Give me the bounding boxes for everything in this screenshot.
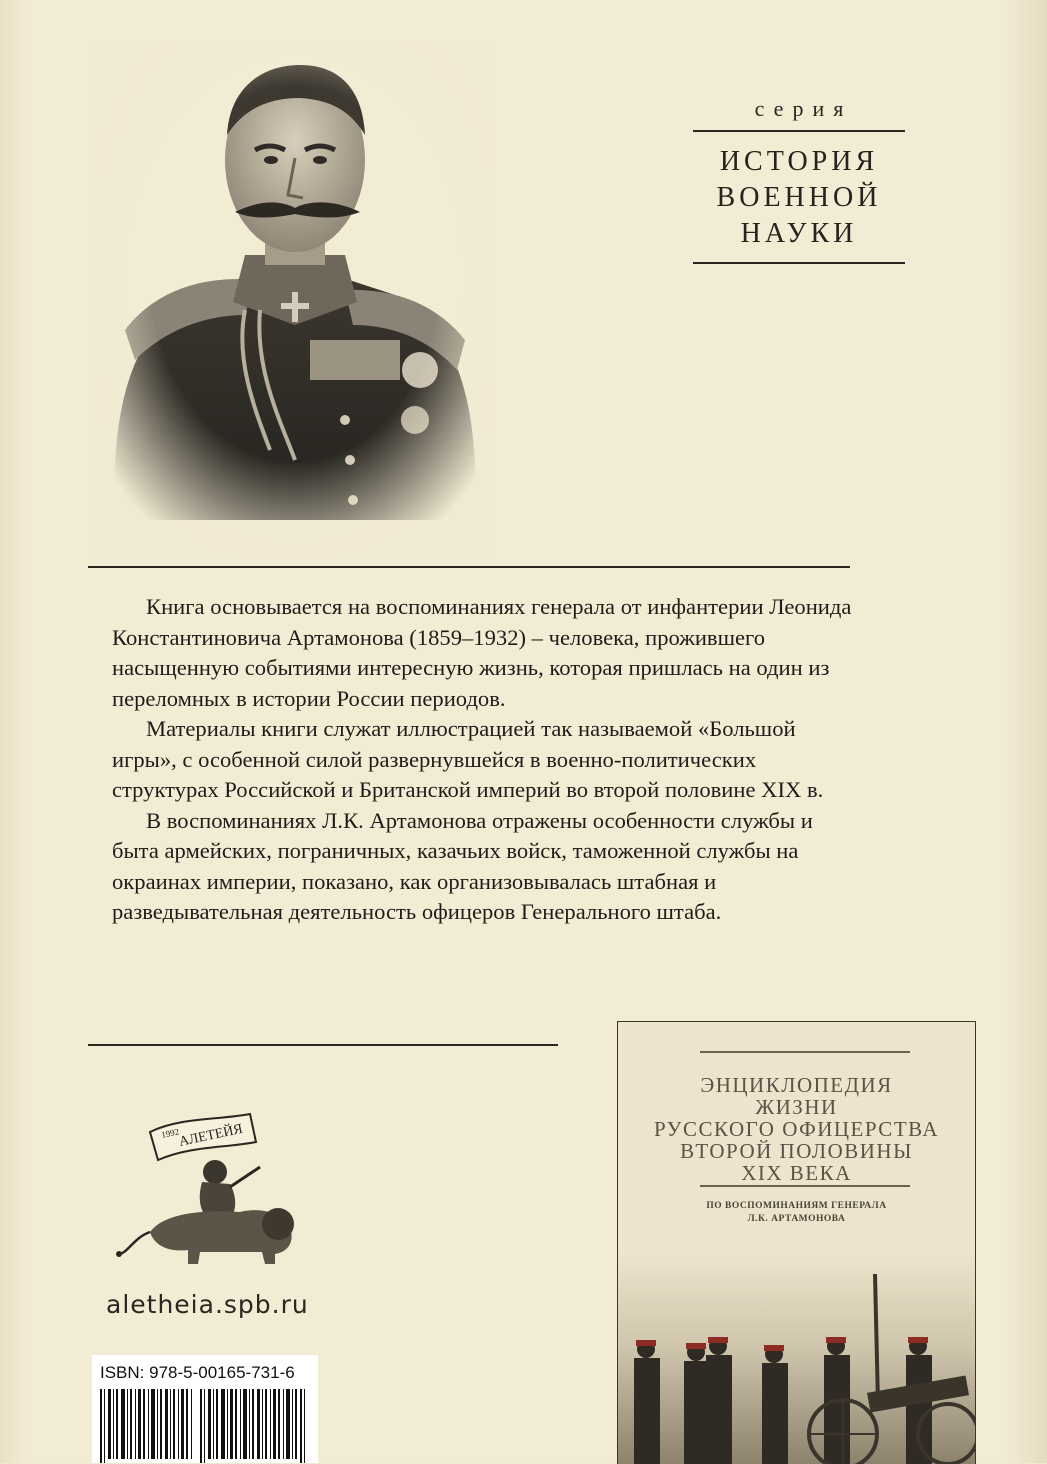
series-label: серия xyxy=(754,96,853,121)
publisher-logo xyxy=(110,1112,310,1272)
front-cover-thumbnail xyxy=(617,1021,976,1464)
soldiers-photo xyxy=(618,1254,975,1464)
thumbnail-title-line: XIX ВЕКА xyxy=(741,1161,852,1185)
thumbnail-title-line: РУССКОГО ОФИЦЕРСТВА xyxy=(653,1117,939,1141)
logo-name: АЛЕТЕЙЯ xyxy=(177,1121,245,1150)
general-portrait xyxy=(95,40,495,560)
series-title-line: ВОЕННОЙ xyxy=(716,182,882,213)
isbn-label: ISBN: 978-5-00165-731-6 xyxy=(100,1363,295,1382)
thumbnail-title-line: ЖИЗНИ xyxy=(755,1095,838,1119)
series-rule-bottom xyxy=(693,262,905,264)
thumbnail-subtitle xyxy=(618,1200,975,1226)
abstract-paragraph: Материалы книги служат иллюстрацией так называемой «Большой игры», с особенной силой развернувшейся в военно-политических структурах Российской и Британской империй во второй половине XIX в. xyxy=(112,716,824,802)
book-abstract xyxy=(112,592,852,928)
isbn-barcode xyxy=(92,1355,318,1463)
publisher-website[interactable]: aletheia.spb.ru xyxy=(106,1290,309,1319)
series-block xyxy=(693,96,905,264)
thumbnail-subtitle-line: Л.К. АРТАМОНОВА xyxy=(747,1214,846,1224)
series-title-line: ИСТОРИЯ xyxy=(719,146,879,177)
divider-bottom xyxy=(88,1044,558,1046)
barcode-bars xyxy=(100,1389,310,1463)
thumbnail-rule-top xyxy=(700,1051,910,1053)
divider-top xyxy=(88,566,850,568)
thumbnail-subtitle-line: ПО ВОСПОМИНАНИЯМ ГЕНЕРАЛА xyxy=(706,1201,887,1211)
abstract-paragraph: Книга основывается на воспоминаниях генерала от инфантерии Леонида Константиновича Артамонова (1859–1932) – человека, прожившего насыщенную событиями интересную жизнь, которая пришлась на один из переломных в истории России периодов. xyxy=(112,594,852,711)
thumbnail-title xyxy=(618,1074,975,1184)
thumbnail-title-line: ВТОРОЙ ПОЛОВИНЫ xyxy=(680,1139,913,1163)
abstract-paragraph: В воспоминаниях Л.К. Артамонова отражены особенности службы и быта армейских, пограничных, казачьих войск, таможенной службы на окраинах империи, показано, как организовывалась штабная и разведывательная деятельность офицеров Генерального штаба. xyxy=(112,807,813,924)
thumbnail-title-line: ЭНЦИКЛОПЕДИЯ xyxy=(700,1073,893,1097)
logo-year: 1992 xyxy=(160,1126,181,1140)
thumbnail-rule-mid xyxy=(700,1185,910,1187)
series-title-line: НАУКИ xyxy=(740,218,858,249)
series-title xyxy=(693,132,905,262)
